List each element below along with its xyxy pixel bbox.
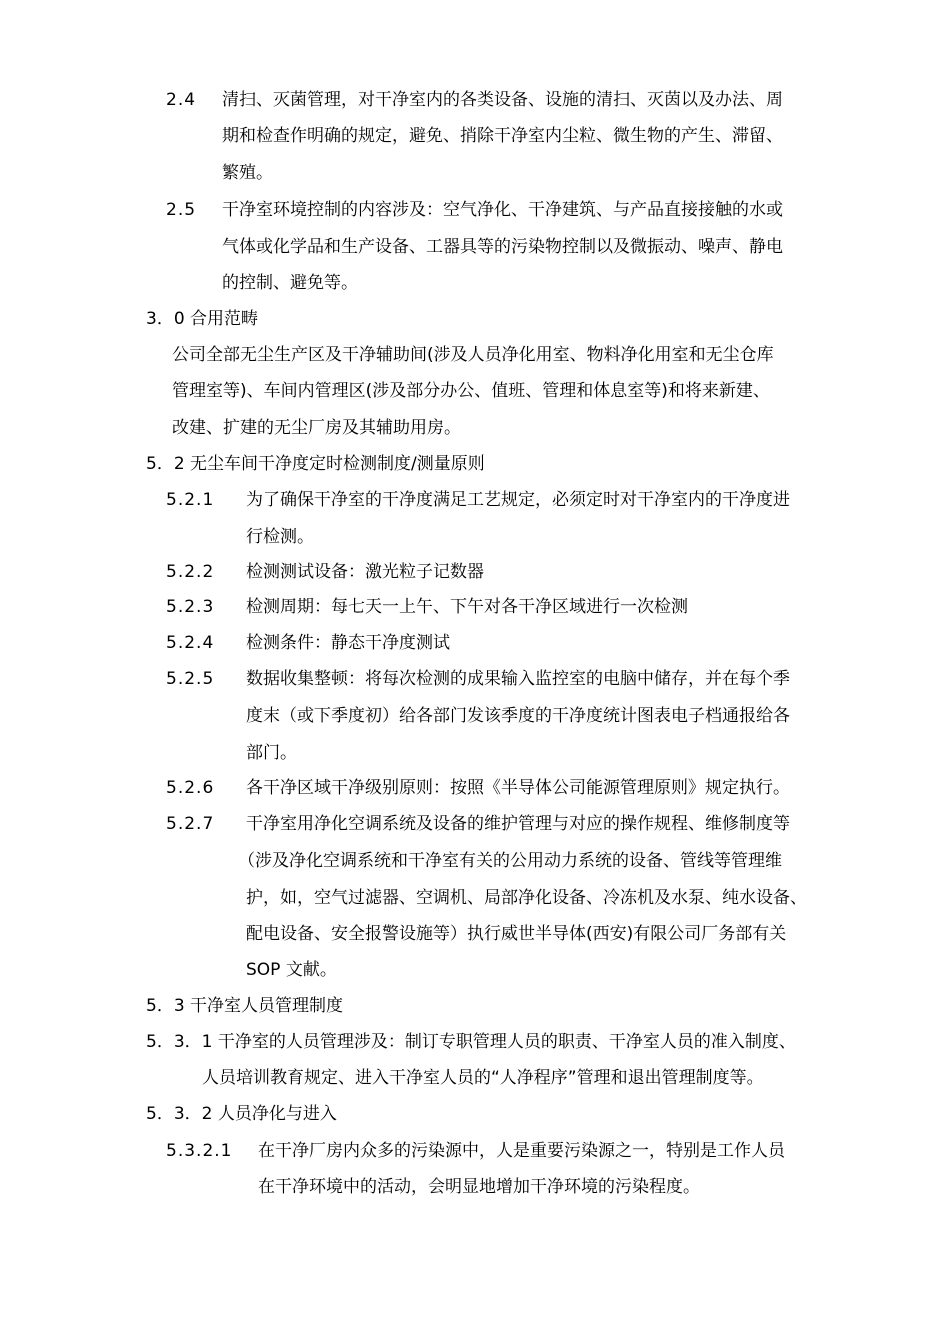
section-heading: 3．0 合用范畴 bbox=[146, 309, 259, 329]
text-line: 检测条件：静态干净度测试 bbox=[246, 633, 450, 653]
section-number: 5.2.3 bbox=[166, 597, 215, 617]
text-line: 检测测试设备：激光粒子记数器 bbox=[246, 562, 484, 582]
text-line: 配电设备、安全报警设施等）执行威世半导体(西安)有限公司厂务部有关 bbox=[246, 924, 787, 944]
text-line: 为了确保干净室的干净度满足工艺规定，必须定时对干净室内的干净度进 bbox=[246, 490, 790, 510]
text-line: 公司全部无尘生产区及干净辅助间(涉及人员净化用室、物料净化用室和无尘仓库 bbox=[172, 345, 774, 365]
text-line: 的控制、避免等。 bbox=[222, 273, 358, 293]
text-line: 在干净环境中的活动，会明显地增加干净环境的污染程度。 bbox=[258, 1177, 700, 1197]
section-heading: 5．2 无尘车间干净度定时检测制度/测量原则 bbox=[146, 454, 485, 474]
text-line: 干净室用净化空调系统及设备的维护管理与对应的操作规程、维修制度等 bbox=[246, 814, 790, 834]
text-line: SOP 文献。 bbox=[246, 960, 337, 980]
text-line: 行检测。 bbox=[246, 527, 314, 547]
text-line: 检测周期：每七天一上午、下午对各干净区域进行一次检测 bbox=[246, 597, 688, 617]
text-line: 人员培训教育规定、进入干净室人员的“人净程序”管理和退出管理制度等。 bbox=[202, 1068, 764, 1088]
section-number: 2.4 bbox=[166, 90, 197, 110]
text-line: 5．3．1 干净室的人员管理涉及：制订专职管理人员的职责、干净室人员的准入制度、 bbox=[146, 1032, 796, 1052]
section-number: 2.5 bbox=[166, 200, 197, 220]
text-line: 度末（或下季度初）给各部门发该季度的干净度统计图表电子档通报给各 bbox=[246, 706, 790, 726]
section-heading: 5．3 干净室人员管理制度 bbox=[146, 996, 344, 1016]
section-number: 5.3.2.1 bbox=[166, 1141, 233, 1161]
section-number: 5.2.5 bbox=[166, 669, 215, 689]
section-number: 5.2.6 bbox=[166, 778, 215, 798]
text-line: 在干净厂房内众多的污染源中，人是重要污染源之一，特别是工作人员 bbox=[258, 1141, 785, 1161]
text-line: 干净室环境控制的内容涉及：空气净化、干净建筑、与产品直接接触的水或 bbox=[222, 200, 783, 220]
text-line: 护，如，空气过滤器、空调机、局部净化设备、冷冻机及水泵、纯水设备、 bbox=[246, 888, 807, 908]
text-line: 管理室等)、车间内管理区(涉及部分办公、值班、管理和体息室等)和将来新建、 bbox=[172, 381, 770, 401]
text-line: 各干净区域干净级别原则：按照《半导体公司能源管理原则》规定执行。 bbox=[246, 778, 790, 798]
section-number: 5.2.7 bbox=[166, 814, 215, 834]
section-heading: 5．3．2 人员净化与进入 bbox=[146, 1104, 337, 1124]
section-number: 5.2.1 bbox=[166, 490, 215, 510]
text-line: 气体或化学品和生产设备、工器具等的污染物控制以及微振动、噪声、静电 bbox=[222, 237, 783, 257]
text-line: 期和检查作明确的规定，避免、捎除干净室内尘粒、微生物的产生、滞留、 bbox=[222, 126, 783, 146]
section-number: 5.2.2 bbox=[166, 562, 215, 582]
text-line: 数据收集整顿：将每次检测的成果输入监控室的电脑中储存，并在每个季 bbox=[246, 669, 790, 689]
text-line: 繁殖。 bbox=[222, 163, 273, 183]
text-line: 部门。 bbox=[246, 743, 297, 763]
section-number: 5.2.4 bbox=[166, 633, 215, 653]
text-line: （涉及净化空调系统和干净室有关的公用动力系统的设备、管线等管理维 bbox=[238, 851, 782, 871]
text-line: 改建、扩建的无尘厂房及其辅助用房。 bbox=[172, 418, 461, 438]
text-line: 清扫、灭菌管理，对干净室内的各类设备、设施的清扫、灭茵以及办法、周 bbox=[222, 90, 783, 110]
